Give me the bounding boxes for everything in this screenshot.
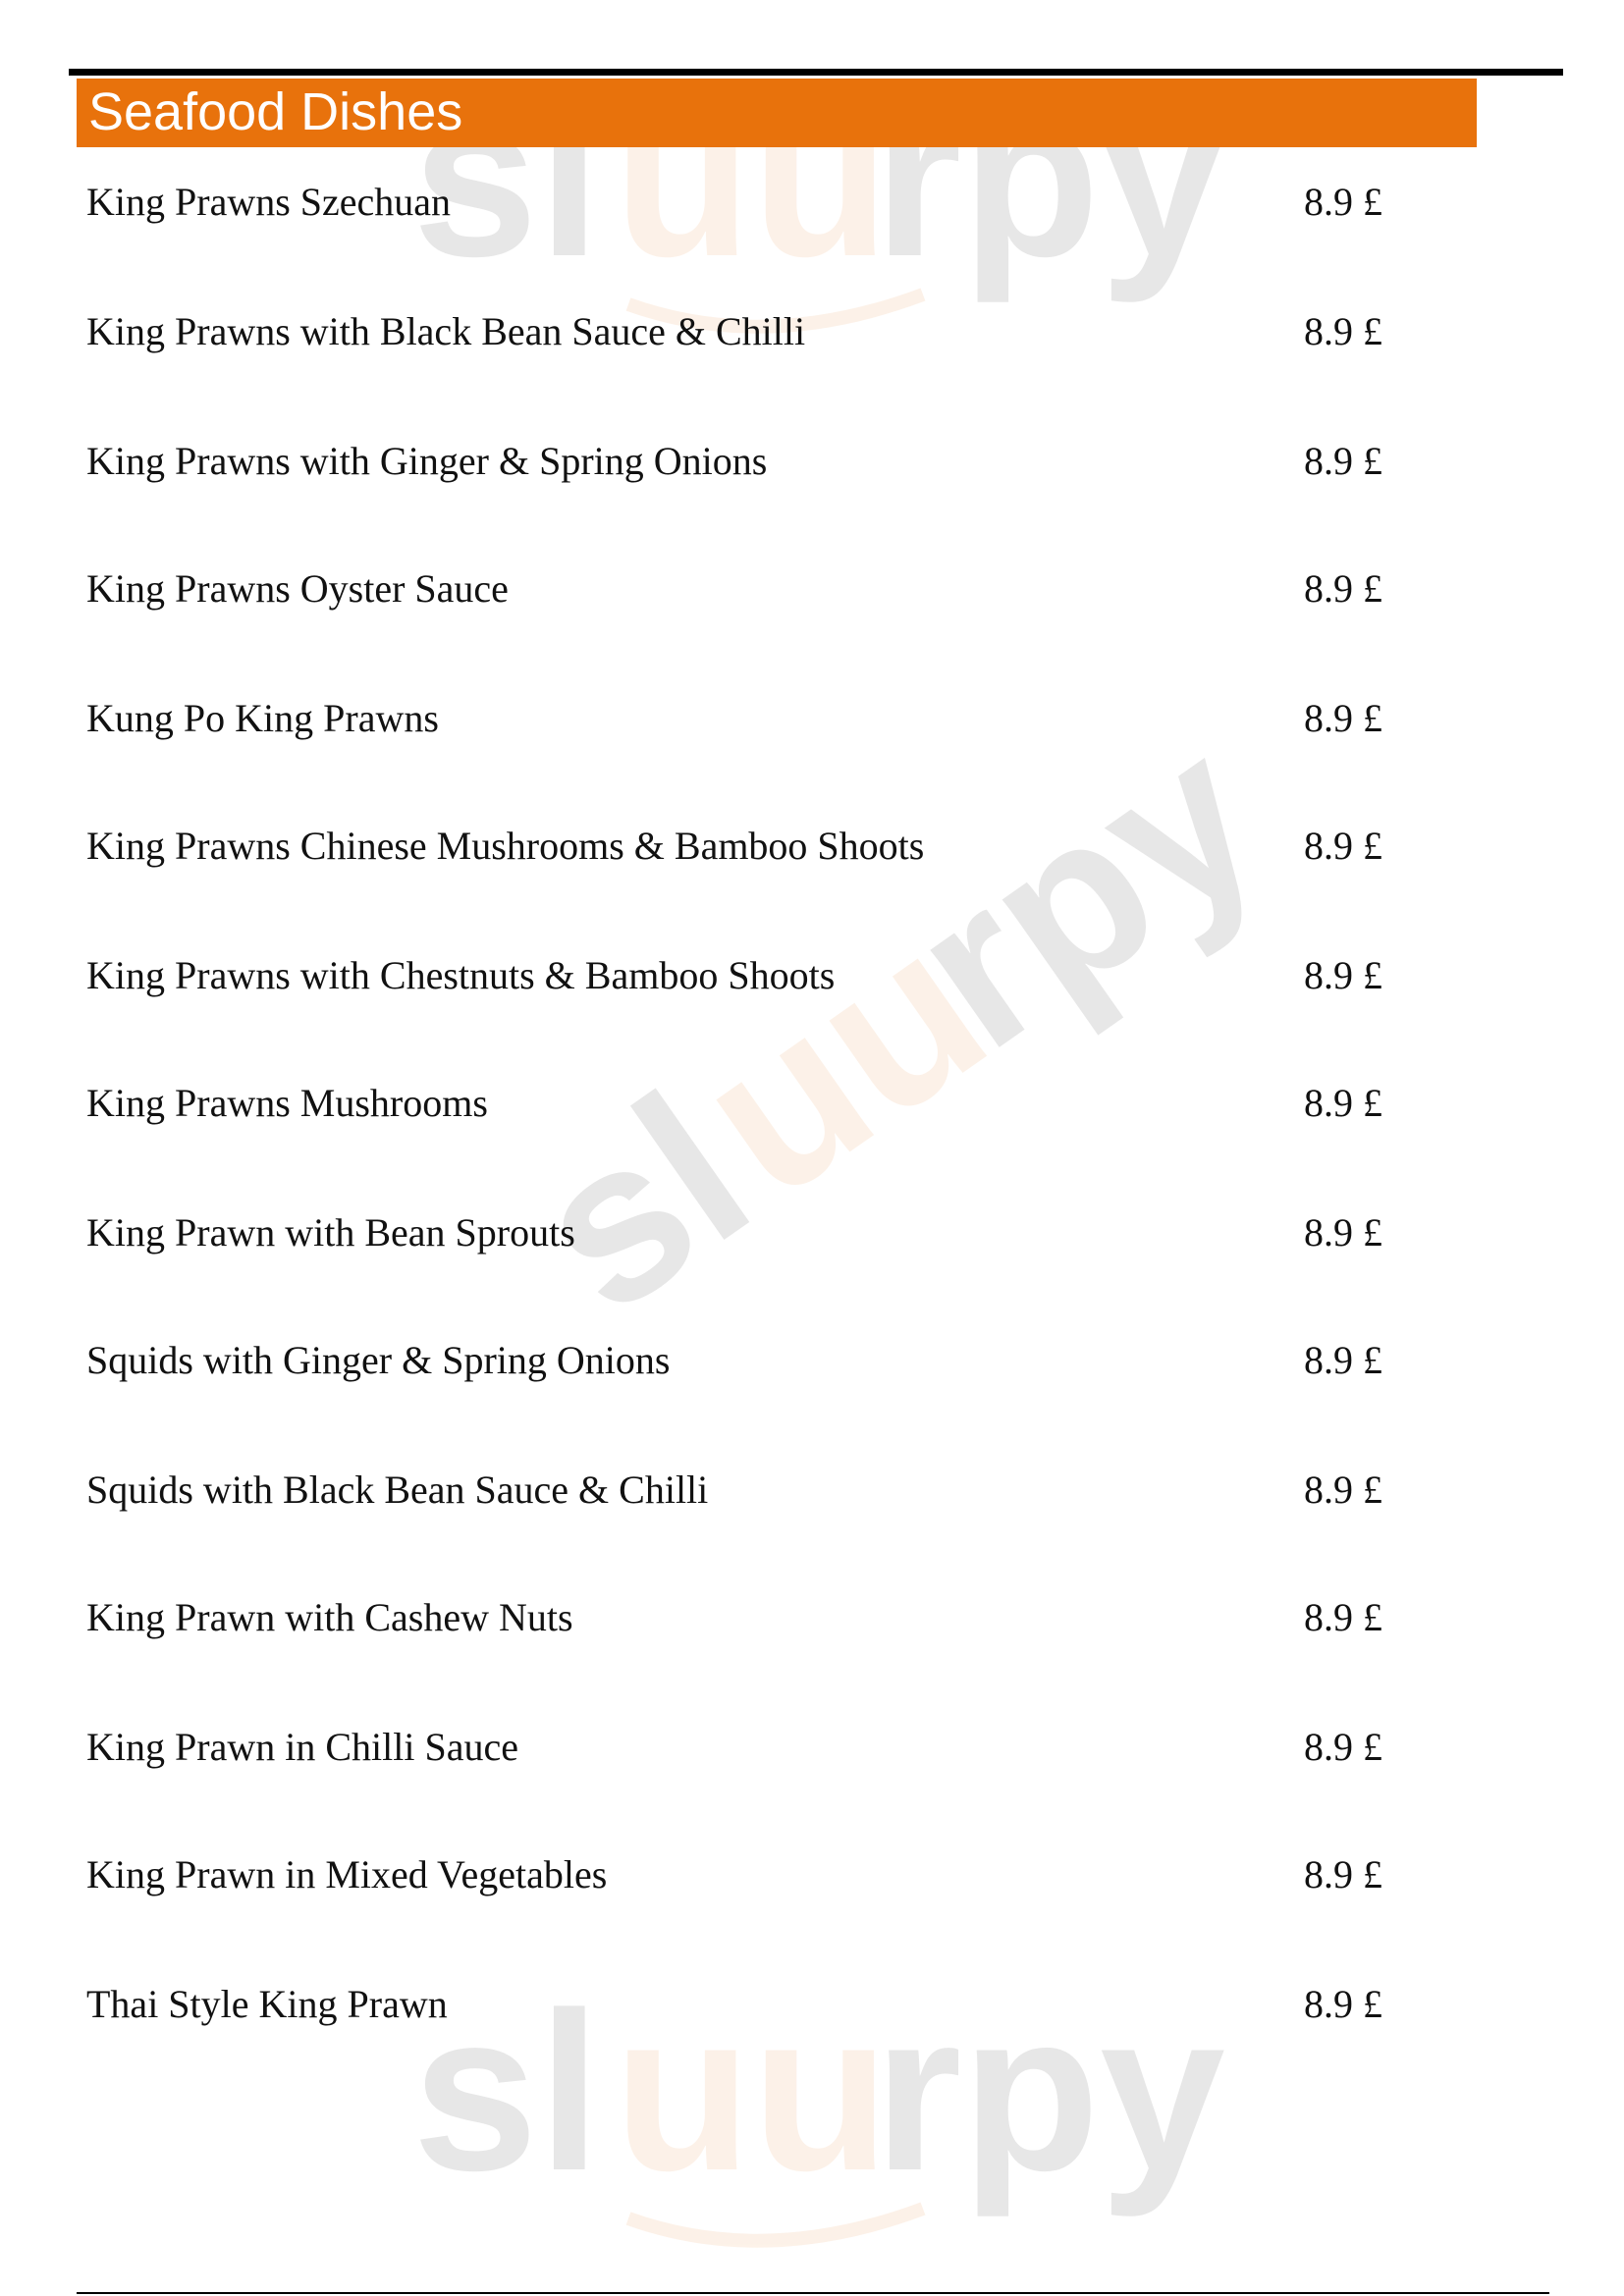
- menu-item-price: 8.9 £: [1304, 824, 1382, 868]
- menu-item-name: King Prawns Oyster Sauce: [86, 566, 509, 611]
- menu-item-price: 8.9 £: [1304, 1852, 1382, 1896]
- menu-item-price: 8.9 £: [1304, 566, 1382, 611]
- menu-item-price: 8.9 £: [1304, 180, 1382, 224]
- svg-text:uu: uu: [656, 880, 1027, 1246]
- menu-item-price: 8.9 £: [1304, 953, 1382, 997]
- menu-item-name: Squids with Black Bean Sauce & Chilli: [86, 1468, 709, 1512]
- svg-text:uu: uu: [614, 1965, 890, 2217]
- menu-item: [86, 432, 1500, 491]
- menu-item-name: Thai Style King Prawn: [86, 1982, 448, 2026]
- svg-text:sl: sl: [412, 1965, 601, 2217]
- menu-item-price: 8.9 £: [1304, 1338, 1382, 1382]
- menu-item-name: King Prawns with Black Bean Sauce & Chilli: [86, 309, 806, 353]
- menu-item-price: 8.9 £: [1304, 309, 1382, 353]
- menu-item: [86, 1718, 1500, 1777]
- menu-item-name: King Prawns with Chestnuts & Bamboo Shoots: [86, 953, 836, 997]
- svg-text:sl: sl: [412, 51, 601, 303]
- bottom-divider: [77, 2292, 1549, 2294]
- svg-text:rpy: rpy: [869, 687, 1302, 1096]
- menu-item: [86, 560, 1500, 618]
- menu-item: [86, 173, 1500, 232]
- menu-item-name: King Prawns Chinese Mushrooms & Bamboo Shoots: [86, 824, 925, 868]
- menu-item: [86, 1203, 1500, 1262]
- menu-item: [86, 689, 1500, 748]
- menu-item-price: 8.9 £: [1304, 1982, 1382, 2026]
- menu-item: [86, 946, 1500, 1005]
- menu-item-name: King Prawn with Bean Sprouts: [86, 1210, 575, 1255]
- menu-item-name: Kung Po King Prawns: [86, 696, 439, 740]
- menu-item-name: King Prawns with Ginger & Spring Onions: [86, 439, 768, 483]
- menu-item-price: 8.9 £: [1304, 1725, 1382, 1769]
- menu-item-price: 8.9 £: [1304, 1210, 1382, 1255]
- menu-item-price: 8.9 £: [1304, 439, 1382, 483]
- menu-item: [86, 302, 1500, 361]
- menu-item: [86, 1461, 1500, 1520]
- menu-item: [86, 817, 1500, 876]
- svg-text:rpy: rpy: [874, 51, 1225, 303]
- menu-item-name: King Prawn in Mixed Vegetables: [86, 1852, 608, 1896]
- menu-item: [86, 1975, 1500, 2034]
- menu-item-price: 8.9 £: [1304, 696, 1382, 740]
- svg-text:sl: sl: [491, 1045, 790, 1361]
- menu-item-price: 8.9 £: [1304, 1595, 1382, 1639]
- menu-item-name: King Prawn in Chilli Sauce: [86, 1725, 518, 1769]
- menu-item-price: 8.9 £: [1304, 1468, 1382, 1512]
- svg-text:uu: uu: [614, 51, 890, 303]
- menu-item: [86, 1588, 1500, 1647]
- svg-text:rpy: rpy: [874, 1965, 1225, 2217]
- menu-item-name: Squids with Ginger & Spring Onions: [86, 1338, 671, 1382]
- menu-item: [86, 1845, 1500, 1904]
- section-title: Seafood Dishes: [88, 82, 463, 141]
- menu-item-name: King Prawns Mushrooms: [86, 1081, 488, 1125]
- menu-item: [86, 1331, 1500, 1390]
- menu-item-name: King Prawn with Cashew Nuts: [86, 1595, 573, 1639]
- menu-item-name: King Prawns Szechuan: [86, 180, 452, 224]
- menu-item: [86, 1074, 1500, 1133]
- menu-item-price: 8.9 £: [1304, 1081, 1382, 1125]
